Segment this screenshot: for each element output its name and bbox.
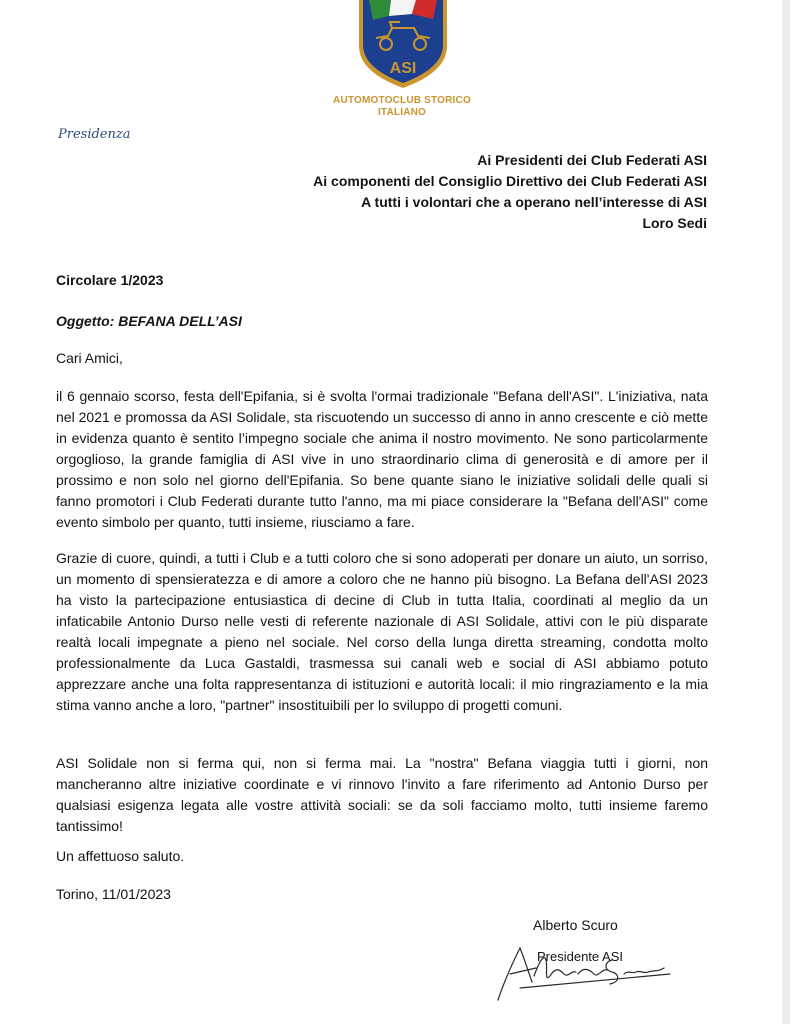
addressee-block bbox=[313, 150, 707, 234]
signer-name: Alberto Scuro bbox=[533, 917, 618, 933]
addressee-line: Ai Presidenti dei Club Federati ASI bbox=[477, 152, 707, 168]
office-label: Presidenza bbox=[58, 127, 131, 142]
body-paragraph: ASI Solidale non si ferma qui, non si ferma mai. La "nostra" Befana viaggia tutti i giorni, non mancheranno altre iniziative coordinate e vi rinnovo l'invito a fare riferimento ad Antonio Durso per qualsiasi esigenza legata alle vostre attività sociali: se da soli facciamo molto, tutti insieme faremo tantissimo! bbox=[56, 755, 708, 834]
signer-role: Presidente ASI bbox=[537, 949, 623, 964]
page-edge bbox=[782, 0, 790, 1024]
organization-name-line2: ITALIANO bbox=[377, 107, 427, 118]
body-paragraph: Grazie di cuore, quindi, a tutti i Club e a tutti coloro che si sono adoperati per donare un aiuto, un sorriso, un momento di spensieratezza e di amore a coloro che ne hanno più bisogno. La Befana dell'ASI 2023 ha visto la partecipazione entusiastica di decine di Club in tutta Italia, coordinati al meglio da un infaticabile Antonio Durso nelle vesti di referente nazionale di ASI Solidale, attivi con le più disparate realtà locali impegnate a pieno nel sociale. Nel corso della lunga diretta streaming, condotta molto professionalmente da Luca Gastaldi, trasmessa sui canali web e social di ASI abbiamo potuto apprezzare anche una folta rappresentanza di istituzioni e autorità locali: il mio ringraziamento e la mia stima vanno anche a loro, "partner" insostituibili per lo sviluppo di progetti comuni. bbox=[56, 550, 708, 713]
asi-logo bbox=[356, 0, 450, 88]
addressee-line: Loro Sedi bbox=[642, 215, 707, 231]
addressee-line: A tutti i volontari che a operano nell’interesse di ASI bbox=[361, 194, 707, 210]
circular-number: Circolare 1/2023 bbox=[56, 272, 164, 288]
subject-line: Oggetto: BEFANA DELL’ASI bbox=[56, 313, 242, 329]
closing-line: Un affettuoso saluto. bbox=[56, 848, 185, 864]
salutation: Cari Amici, bbox=[56, 350, 123, 366]
handwritten-signature bbox=[490, 930, 680, 1005]
organization-name-line1: AUTOMOTOCLUB STORICO bbox=[333, 95, 471, 106]
place-and-date: Torino, 11/01/2023 bbox=[56, 886, 171, 902]
body-paragraph: il 6 gennaio scorso, festa dell'Epifania, si è svolta l'ormai tradizionale "Befana dell'ASI". L'iniziativa, nata nel 2021 e promossa da ASI Solidale, sta riscuotendo un successo di anno in anno crescente e ciò mette in evidenza quanto è sentito l’impegno sociale che anima il nostro movimento. Ne sono particolarmente orgoglioso, la grande famiglia di ASI vive in uno straordinario clima di generosità e di amore per il prossimo e non solo nel giorno dell'Epifania. So bene quante siano le iniziative solidali delle quali si fanno promotori i Club Federati durante tutto l'anno, ma mi piace considerare la "Befana dell'ASI" come evento simbolo per quanto, tutti insieme, riusciamo a fare. bbox=[56, 388, 708, 530]
svg-text:ASI: ASI bbox=[389, 60, 417, 77]
organization-name bbox=[310, 95, 494, 119]
addressee-line: Ai componenti del Consiglio Direttivo dei Club Federati ASI bbox=[313, 173, 707, 189]
